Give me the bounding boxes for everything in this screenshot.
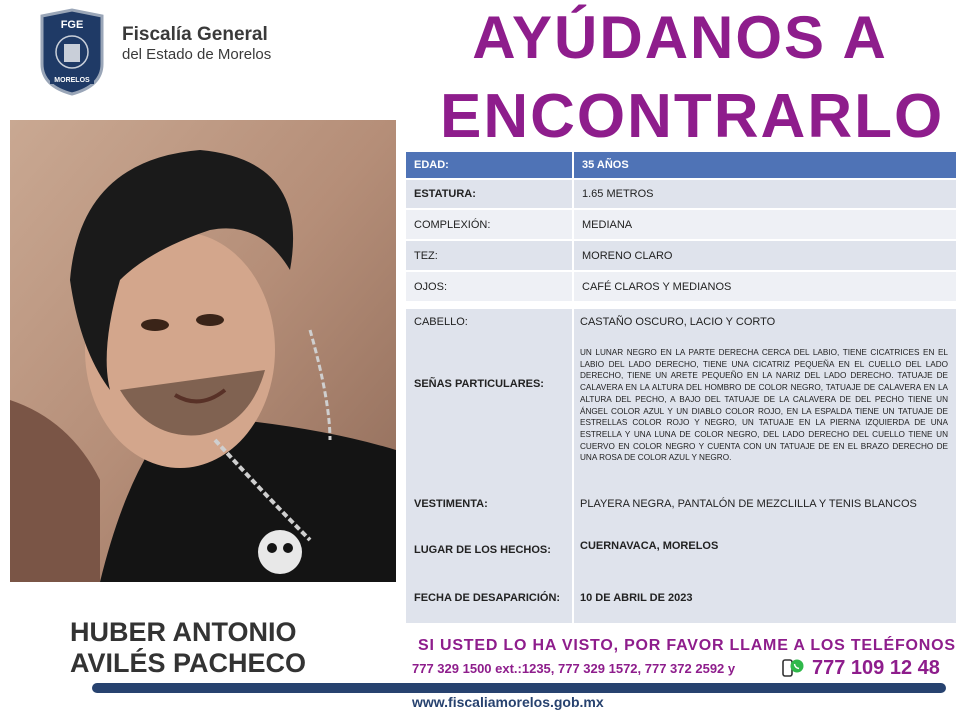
vestimenta-value: PLAYERA NEGRA, PANTALÓN DE MEZCLILLA Y TENIS BLANCOS [580, 498, 917, 510]
detail-label: EDAD: [406, 152, 573, 179]
detail-label: TEZ: [406, 240, 573, 271]
person-name [70, 617, 306, 679]
column-divider [572, 309, 574, 623]
headline-line1: AYÚDANOS A [472, 4, 888, 71]
detail-value: 35 AÑOS [573, 152, 956, 179]
fecha-value: 10 DE ABRIL DE 2023 [580, 592, 693, 604]
headline-line2: ENCONTRARLO [440, 82, 945, 151]
detail-value: MEDIANA [573, 209, 956, 240]
lugar-value: CUERNAVACA, MORELOS [580, 540, 719, 552]
person-name-line2: AVILÉS PACHECO [70, 648, 307, 678]
detail-value: 1.65 METROS [573, 179, 956, 209]
fecha-label: FECHA DE DESAPARICIÓN: [414, 592, 561, 604]
cabello-label: CABELLO: [414, 316, 468, 328]
detail-label: COMPLEXIÓN: [406, 209, 573, 240]
missing-person-photo [10, 120, 396, 582]
whatsapp-phone-icon [782, 657, 804, 679]
call-to-action: SI USTED LO HA VISTO, POR FAVOR LLAME A LOS TELÉFONOS [418, 637, 956, 654]
phone-numbers: 777 329 1500 ext.:1235, 777 329 1572, 777 372 2592 y [412, 661, 736, 676]
detail-value: CAFÉ CLAROS Y MEDIANOS [573, 271, 956, 302]
table-row [406, 271, 956, 302]
table-row [406, 152, 956, 179]
footer-bar [92, 683, 946, 693]
table-row [406, 209, 956, 240]
details-table [406, 152, 956, 303]
website-link[interactable]: www.fiscaliamorelos.gob.mx [412, 694, 604, 710]
senas-value: UN LUNAR NEGRO EN LA PARTE DERECHA CERCA DEL LABIO, TIENE CICATRICES EN EL LABIO DEL LADO DERECHO, TIENE UNA CICATRIZ PEQUEÑA EN EL CUELLO DEL LADO DERECHO, TIENE UN ARETE PEQUEÑO EN LA NARIZ DEL LADO DERECHO. TATUAJE DE CALAVERA EN LA ALTURA DEL HOMBRO DE COLOR NEGRO, TATUAJE DE CALAVERA EN LA ALTURA DEL PECHO, A BAJO DEL TATUAJE DE LA CALAVERA DE DEL PECHO TIENE UN ÁNGEL COLOR AZUL Y UN DIABLO COLOR ROJO, EN LA ESPALDA TIENE UN TATUAJE DE ESTRELLAS COLOR ROJO Y NEGRO, UN TATUAJE EN LA PIERNA IZQUIERDA DE UNA ESTRELLA Y UNA LUNA DE COLOR NEGRO, DEL LADO DERECHO DEL CUELLO TIENE UN CUERVO EN COLOR NEGRO Y CUENTA CON UN TATUAJE DE EN EL BRAZO DERECHO DE UNA ROSA DE COLOR AZUL Y NEGRO. [580, 348, 948, 463]
senas-label: SEÑAS PARTICULARES: [414, 378, 544, 390]
org-title: Fiscalía General [122, 24, 268, 45]
detail-label: OJOS: [406, 271, 573, 302]
seal-bottom-text: MORELOS [54, 77, 90, 84]
org-subtitle: del Estado de Morelos [122, 46, 272, 63]
detail-label: ESTATURA: [406, 179, 573, 209]
fge-seal-logo [38, 8, 106, 96]
seal-text: FGE [60, 19, 84, 31]
detail-value: MORENO CLARO [573, 240, 956, 271]
table-row [406, 240, 956, 271]
org-name [122, 24, 271, 64]
table-row [406, 179, 956, 209]
cabello-value: CASTAÑO OSCURO, LACIO Y CORTO [580, 316, 776, 328]
whatsapp-number: 777 109 12 48 [812, 657, 940, 679]
lugar-label: LUGAR DE LOS HECHOS: [414, 544, 551, 556]
person-name-line1: HUBER ANTONIO [70, 617, 297, 647]
vestimenta-label: VESTIMENTA: [414, 498, 488, 510]
